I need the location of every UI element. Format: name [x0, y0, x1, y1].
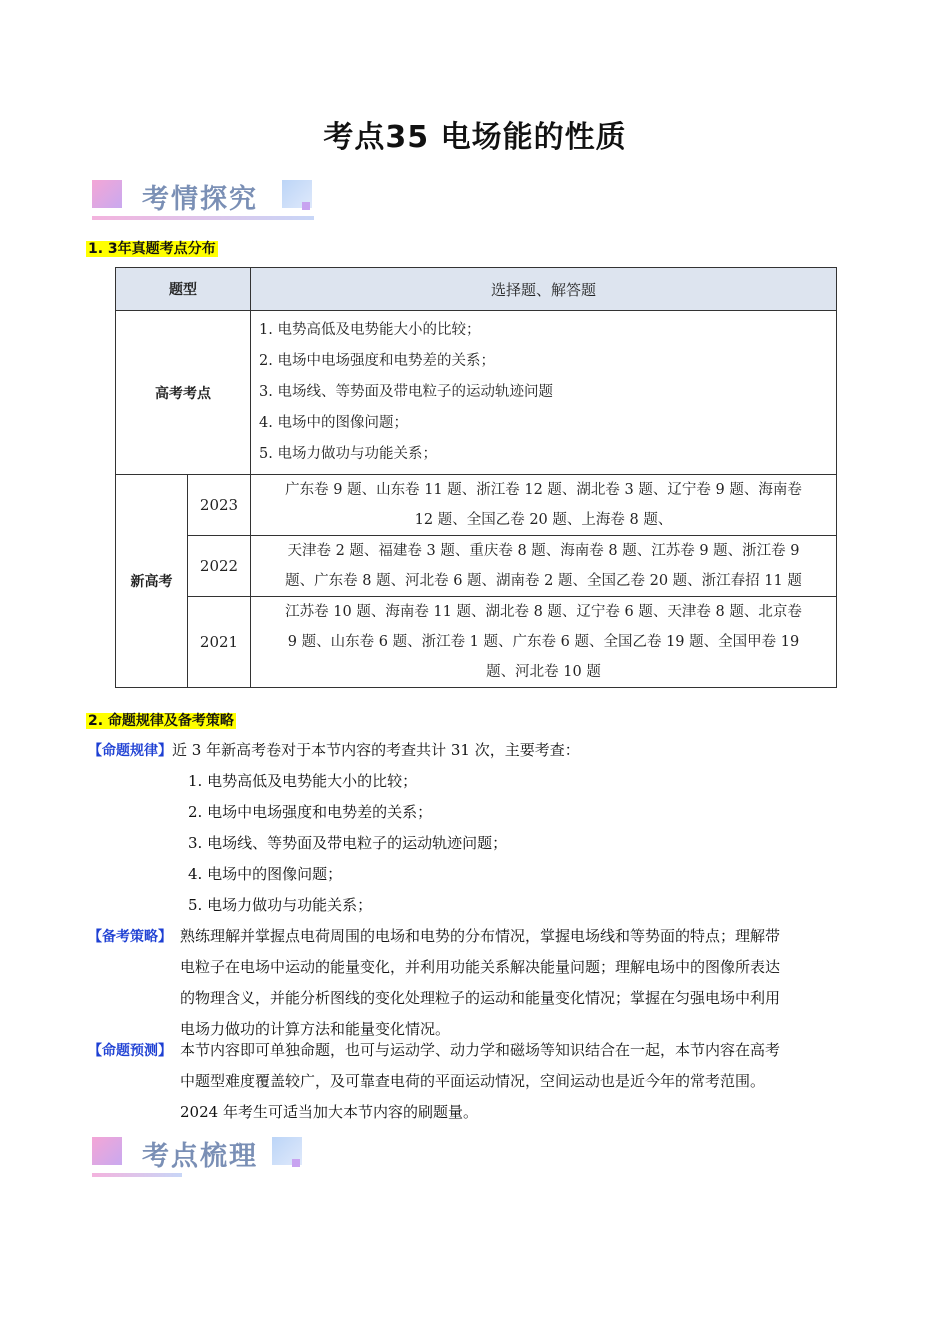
rule-intro: 近 3 年新高考卷对于本节内容的考查共计 31 次，主要考查：	[172, 741, 580, 759]
strategy-tag-wrap	[88, 921, 172, 953]
year-content-line: 江苏卷 10 题、海南卷 11 题、湖北卷 8 题、辽宁卷 6 题、天津卷 8 题、北京卷	[285, 604, 802, 620]
year-content-line: 天津卷 2 题、福建卷 3 题、重庆卷 8 题、海南卷 8 题、江苏卷 9 题、浙江卷 9	[287, 543, 800, 559]
gaokao-point: 5. 电场力做功与功能关系；	[259, 446, 437, 462]
year-content	[251, 597, 837, 688]
forecast-tag: 【命题预测】	[88, 1043, 172, 1059]
banner-right-square	[302, 202, 310, 210]
year-cell: 2022	[188, 536, 251, 597]
year-content-line: 广东卷 9 题、山东卷 11 题、浙江卷 12 题、湖北卷 3 题、辽宁卷 9 题、海南卷	[285, 482, 802, 498]
year-cell: 2023	[188, 475, 251, 536]
year-cell: 2021	[188, 597, 251, 688]
page-title: 考点35 电场能的性质	[323, 120, 627, 155]
section-heading-distribution: 1. 3年真题考点分布	[88, 241, 216, 257]
rule-item: 5. 电场力做功与功能关系；	[188, 896, 373, 914]
forecast-line: 本节内容即可单独命题，也可与运动学、动力学和磁场等知识结合在一起，本节内容在高考	[180, 1041, 781, 1059]
year-content	[251, 475, 837, 536]
rule-tag: 【命题规律】	[88, 743, 172, 759]
table-row-2022	[116, 536, 837, 597]
strategy-line: 的物理含义，并能分析图线的变化处理粒子的运动和能量变化情况；掌握在匀强电场中利用	[180, 989, 781, 1007]
year-content-line: 题、河北卷 10 题	[486, 664, 601, 680]
forecast-line: 2024 年考生可适当加大本节内容的刷题量。	[180, 1103, 478, 1121]
year-content	[251, 536, 837, 597]
table-header-row	[116, 268, 837, 311]
forecast-text	[180, 1035, 880, 1128]
gaokao-point: 2. 电场中电场强度和电势差的关系；	[259, 353, 495, 369]
gaokao-points	[251, 311, 837, 475]
strategy-tag: 【备考策略】	[88, 929, 172, 945]
banner-underline	[92, 1173, 182, 1177]
gaokao-point: 4. 电场中的图像问题；	[259, 415, 408, 431]
xingaokao-label: 新高考	[116, 475, 188, 688]
rule-list	[188, 766, 788, 921]
year-content-line: 12 题、全国乙卷 20 题、上海卷 8 题、	[414, 512, 673, 528]
section-heading-strategy: 2. 命题规律及备考策略	[88, 713, 234, 729]
table-row-2021	[116, 597, 837, 688]
banner-left-block	[92, 1137, 122, 1165]
banner-title: 考情探究	[142, 184, 258, 215]
exam-distribution-table	[115, 267, 837, 688]
banner-left-block	[92, 180, 122, 208]
header-label: 题型	[116, 268, 251, 311]
rule-item: 1. 电势高低及电势能大小的比较；	[188, 772, 418, 790]
banner-exam-analysis	[92, 178, 314, 224]
header-value: 选择题、解答题	[251, 268, 837, 311]
table-row-gaokao	[116, 311, 837, 475]
rule-item: 4. 电场中的图像问题；	[188, 865, 343, 883]
banner-right-square	[292, 1159, 300, 1167]
year-content-line: 9 题、山东卷 6 题、浙江卷 1 题、广东卷 6 题、全国乙卷 19 题、全国甲卷 19	[287, 634, 800, 650]
strategy-line: 电粒子在电场中运动的能量变化，并利用功能关系解决能量问题；理解电场中的图像所表达	[180, 958, 781, 976]
rule-item: 2. 电场中电场强度和电势差的关系；	[188, 803, 433, 821]
banner-underline	[92, 216, 314, 220]
strategy-line: 电场力做功的计算方法和能量变化情况。	[180, 1020, 451, 1038]
rule-item: 3. 电场线、等势面及带电粒子的运动轨迹问题；	[188, 834, 508, 852]
forecast-tag-wrap	[88, 1035, 172, 1067]
strategy-line: 熟练理解并掌握点电荷周围的电场和电势的分布情况，掌握电场线和等势面的特点；理解带	[180, 927, 781, 945]
banner-knowledge	[92, 1135, 306, 1181]
rule-paragraph	[88, 735, 888, 767]
year-content-line: 题、广东卷 8 题、河北卷 6 题、湖南卷 2 题、全国乙卷 20 题、浙江春招 11 题	[285, 573, 802, 589]
forecast-line: 中题型难度覆盖较广，及可靠查电荷的平面运动情况，空间运动也是近今年的常考范围。	[180, 1072, 766, 1090]
gaokao-label: 高考考点	[116, 311, 251, 475]
gaokao-point: 3. 电场线、等势面及带电粒子的运动轨迹问题	[259, 384, 553, 400]
banner-title: 考点梳理	[142, 1141, 258, 1172]
table-row-2023	[116, 475, 837, 536]
gaokao-point: 1. 电势高低及电势能大小的比较；	[259, 322, 481, 338]
strategy-text	[180, 921, 880, 1045]
